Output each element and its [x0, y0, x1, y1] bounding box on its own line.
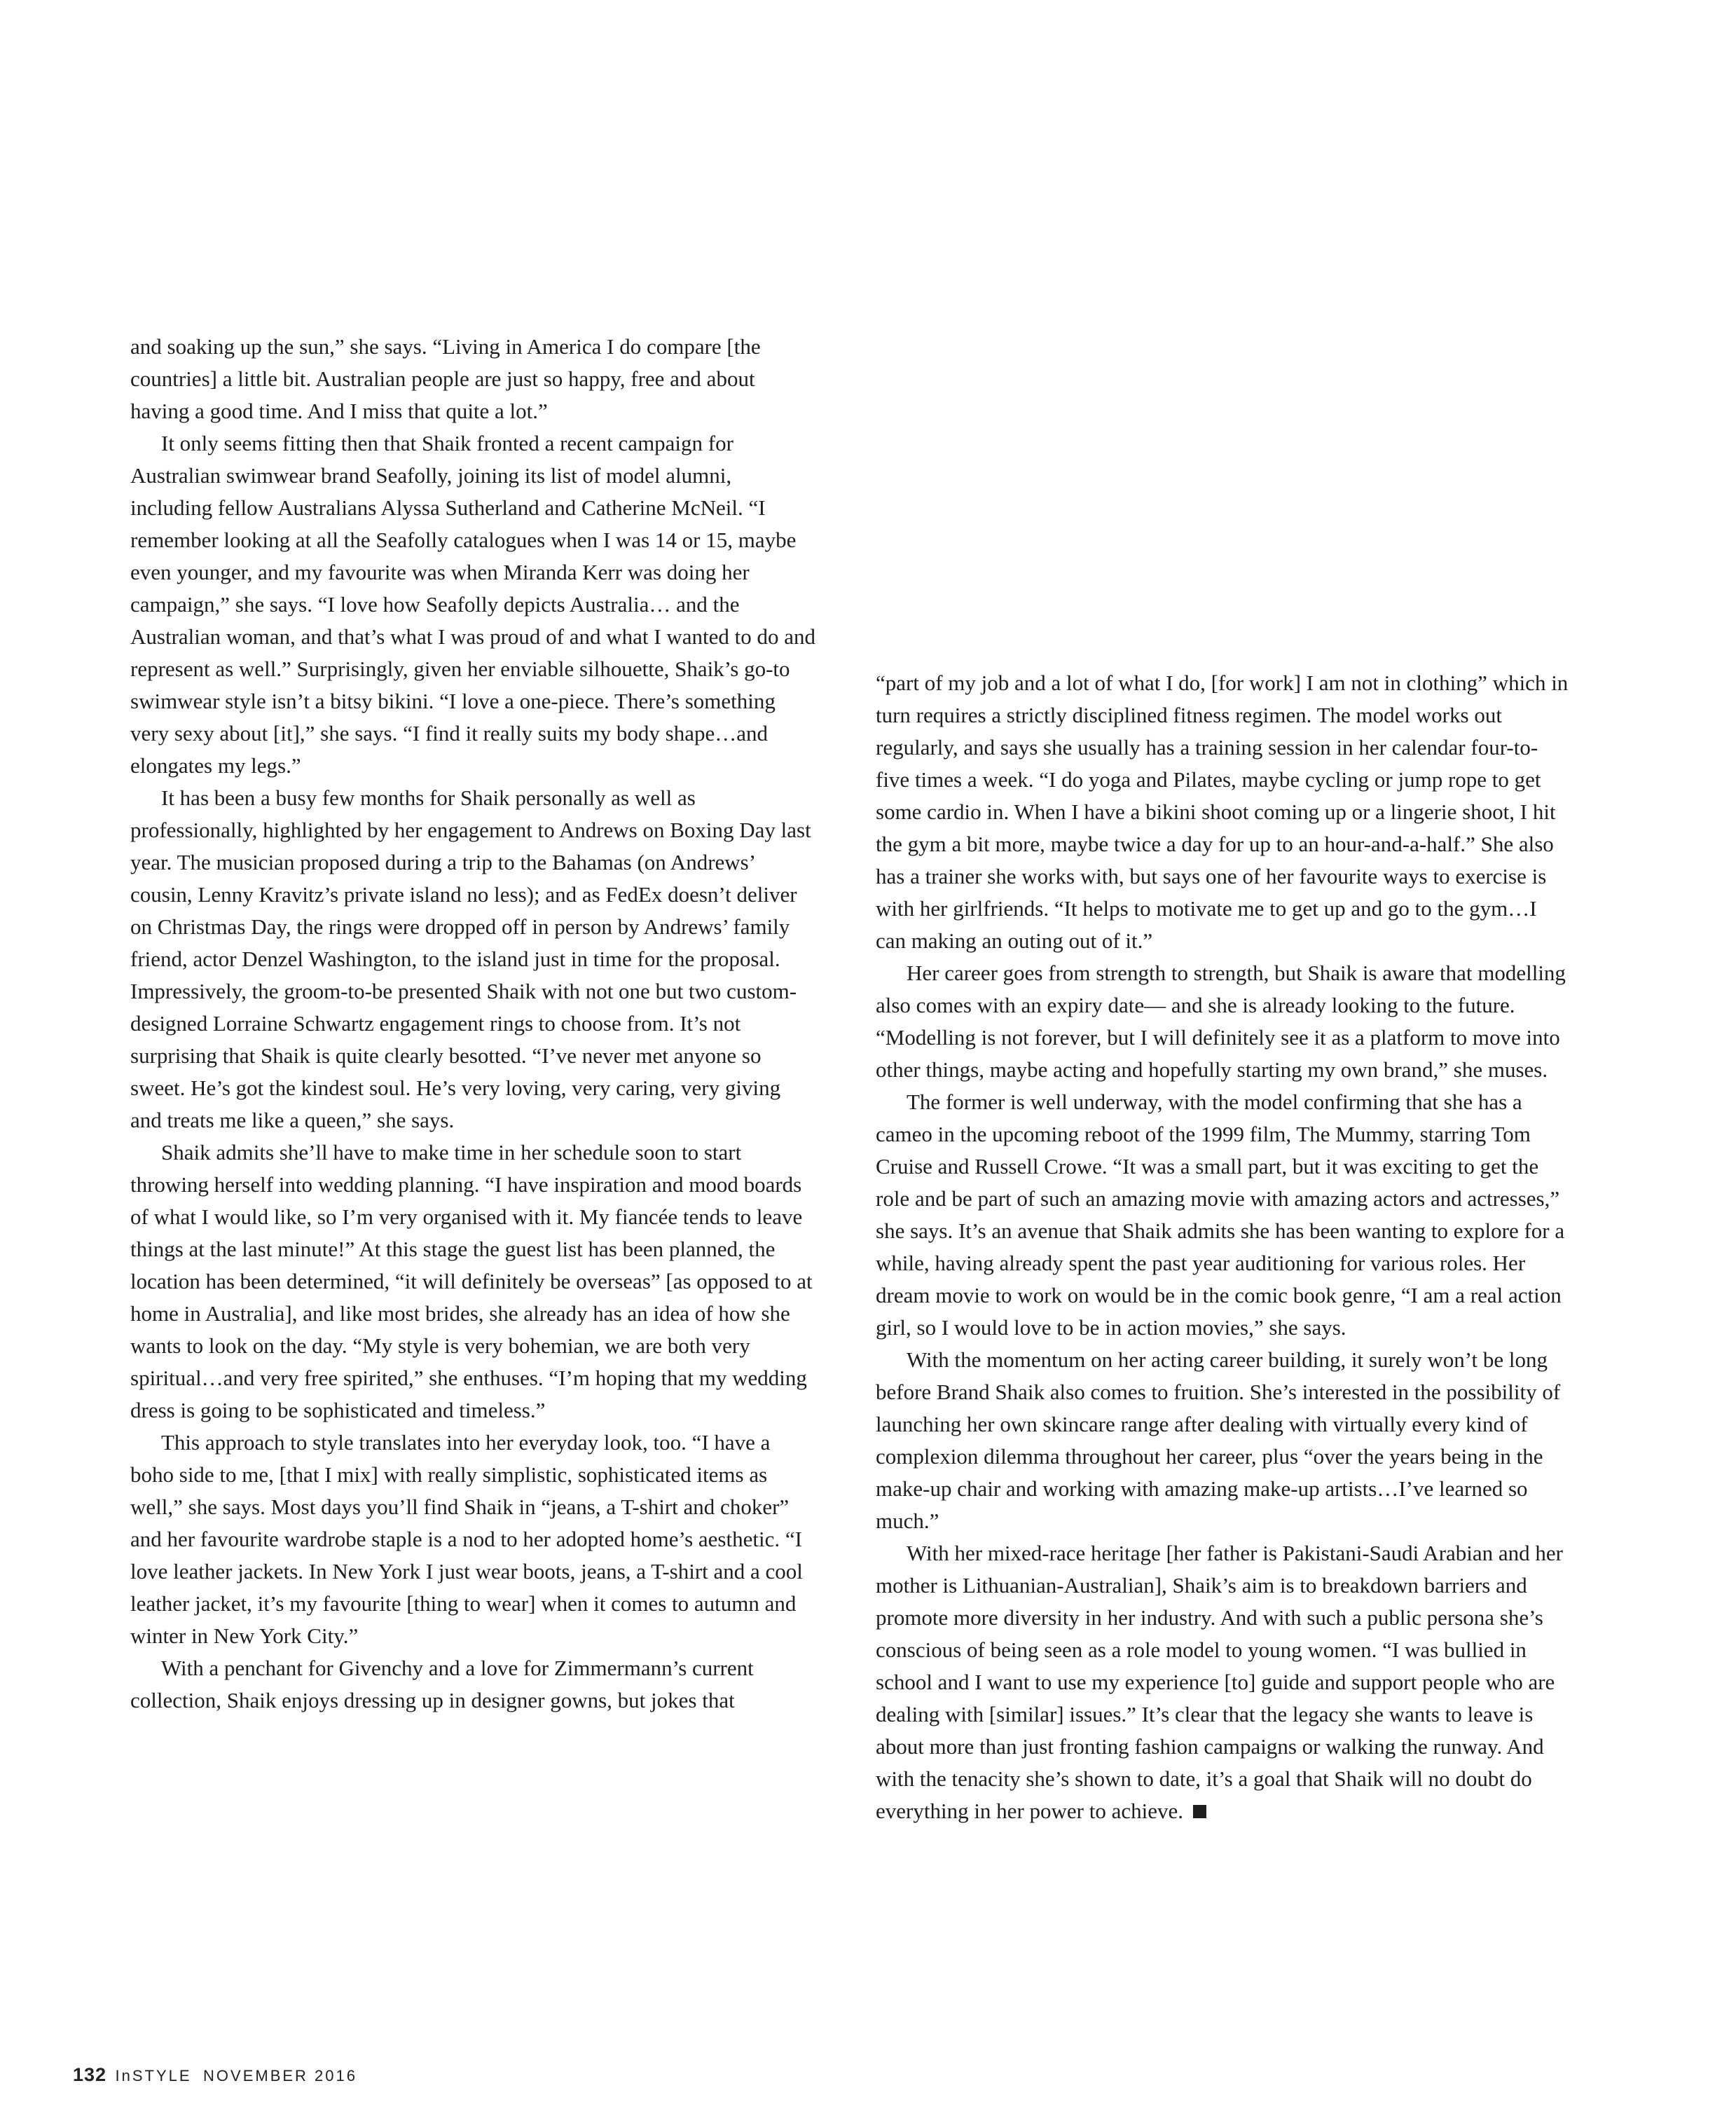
end-of-article-square-icon [1193, 1805, 1206, 1818]
article-paragraph: The former is well underway, with the model confirming that she has a cameo in the upcoming reboot of the 1999 film, The Mummy, starring Tom Cruise and Russell Crowe. “It was a small part, but it was exciting to get the role and be part of such an amazing movie with amazing actors and actresses,” she says. It’s an avenue that Shaik admits she has been wanting to explore for a while, having already spent the past year auditioning for various roles. Her dream movie to work on would be in the comic book genre, “I am a real action girl, so I would love to be in action movies,” she says. [876, 1090, 1565, 1340]
article-paragraph: and soaking up the sun,” she says. “Living in America I do compare [the countries] a little bit. Australian people are just so happy, free and about having a good time. And I miss that quite a lot.” [130, 334, 761, 423]
article-paragraph: It only seems fitting then that Shaik fronted a recent campaign for Australian swimwear brand Seafolly, joining its list of model alumni, including fellow Australians Alyssa Sutherland and Catherine McNeil. “I remember looking at all the Seafolly catalogues when I was 14 or 15, maybe even younger, and my favourite was when Miranda Kerr was doing her campaign,” she says. “I love how Seafolly depicts Australia… and the Australian woman, and that’s what I was proud of and what I wanted to do and represent as well.” Surprisingly, given her enviable silhouette, Shaik’s go-to swimwear style isn’t a bitsy bikini. “I love a one-piece. There’s something very sexy about [it],” she says. “I find it really suits my body shape…and elongates my legs.” [130, 431, 815, 778]
article-paragraph-final-text: With her mixed-race heritage [her father is Pakistani-Saudi Arabian and her mother is Lithuanian-Australian], Shaik’s aim is to breakdown barriers and promote more diversity in her industry. And with such a public persona she’s conscious of being seen as a role model to young women. “I was bullied in school and I want to use my experience [to] guide and support people who are dealing with [similar] issues.” It’s clear that the legacy she wants to leave is about more than just fronting fashion campaigns or walking the runway. And with the tenacity she’s shown to date, it’s a goal that Shaik will no doubt do everything in her power to achieve. [876, 1541, 1563, 1823]
article-column-right [876, 667, 1569, 1827]
page-footer [73, 2064, 357, 2086]
issue-date: NOVEMBER 2016 [203, 2067, 357, 2084]
article-paragraph: It has been a busy few months for Shaik personally as well as professionally, highlighted by her engagement to Andrews on Boxing Day last year. The musician proposed during a trip to the Bahamas (on Andrews’ cousin, Lenny Kravitz’s private island no less); and as FedEx doesn’t deliver on Christmas Day, the rings were dropped off in person by Andrews’ family friend, actor Denzel Washington, to the island just in time for the proposal. Impressively, the groom-to-be presented Shaik with not one but two custom-designed Lorraine Schwartz engagement rings to choose from. It’s not surprising that Shaik is quite clearly besotted. “I’ve never met anyone so sweet. He’s got the kindest soul. He’s very loving, very caring, very giving and treats me like a queen,” she says. [130, 785, 811, 1132]
article-column-left [130, 331, 817, 1717]
article-paragraph: This approach to style translates into her everyday look, too. “I have a boho side to me, [that I mix] with really simplistic, sophisticated items as well,” she says. Most days you’ll find Shaik in “jeans, a T-shirt and choker” and her favourite wardrobe staple is a nod to her adopted home’s aesthetic. “I love leather jackets. In New York I just wear boots, jeans, a T-shirt and a cool leather jacket, it’s my favourite [thing to wear] when it comes to autumn and winter in New York City.” [130, 1430, 803, 1648]
page-number: 132 [73, 2064, 107, 2085]
article-paragraph: “part of my job and a lot of what I do, [for work] I am not in clothing” which in turn requires a strictly disciplined fitness regimen. The model works out regularly, and says she usually has a training session in her calendar four-to-five times a week. “I do yoga and Pilates, maybe cycling or jump rope to get some cardio in. When I have a bikini shoot coming up or a lingerie shoot, I hit the gym a bit more, maybe twice a day for up to an hour-and-a-half.” She also has a trainer she works with, but says one of her favourite ways to exercise is with her girlfriends. “It helps to motivate me to get up and go to the gym…I can making an outing out of it.” [876, 671, 1569, 953]
article-paragraph: With the momentum on her acting career building, it surely won’t be long before Brand Shaik also comes to fruition. She’s interested in the possibility of launching her own skincare range after dealing with virtually every kind of complexion dilemma throughout her career, plus “over the years being in the make-up chair and working with amazing make-up artists…I’ve learned so much.” [876, 1347, 1561, 1533]
article-paragraph: Her career goes from strength to strength, but Shaik is aware that modelling also comes with an expiry date— and she is already looking to the future. “Modelling is not forever, but I will definitely see it as a platform to move into other things, maybe acting and hopefully starting my own brand,” she muses. [876, 961, 1566, 1082]
magazine-name: InSTYLE [115, 2067, 192, 2084]
article-paragraph: Shaik admits she’ll have to make time in her schedule soon to start throwing herself into wedding planning. “I have inspiration and mood boards of what I would like, so I’m very organised with it. My fiancée tends to leave things at the last minute!” At this stage the guest list has been planned, the location has been determined, “it will definitely be overseas” [as opposed to at home in Australia], and like most brides, she already has an idea of how she wants to look on the day. “My style is very bohemian, we are both very spiritual…and very free spirited,” she enthuses. “I’m hoping that my wedding dress is going to be sophisticated and timeless.” [130, 1140, 813, 1422]
article-paragraph-final [876, 1537, 1569, 1827]
article-paragraph: With a penchant for Givenchy and a love for Zimmermann’s current collection, Shaik enjoys dressing up in designer gowns, but jokes that [130, 1656, 754, 1712]
